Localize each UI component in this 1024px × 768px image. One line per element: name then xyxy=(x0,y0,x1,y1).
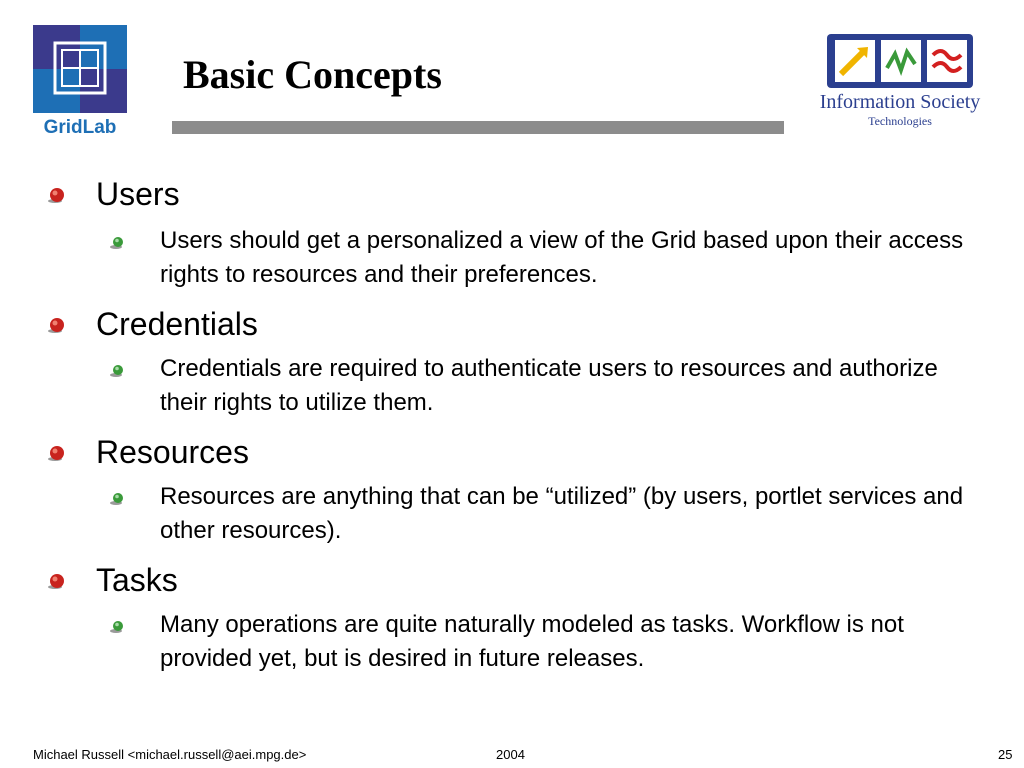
slide-title: Basic Concepts xyxy=(183,52,442,97)
footer-year: 2004 xyxy=(496,747,525,762)
gridlab-logo-text: GridLab xyxy=(43,117,117,137)
bullet-heading-credentials: Credentials xyxy=(96,306,258,342)
footer-author: Michael Russell <michael.russell@aei.mpg.de> xyxy=(33,747,307,762)
ist-line1: Information Society xyxy=(819,91,981,113)
bullet-sphere-icon xyxy=(47,571,67,591)
ist-line2: Technologies xyxy=(868,114,932,128)
bullet-detail-users: Users should get a personalized a view of the Grid based upon their access rights to resources and their preferences. xyxy=(160,227,964,288)
bullet-detail-resources: Resources are anything that can be “utilized” (by users, portlet services and other resources). xyxy=(160,483,964,544)
bullet-heading-resources: Resources xyxy=(96,434,249,470)
bullet-detail-credentials: Credentials are required to authenticate users to resources and authorize their rights to utilize them. xyxy=(160,355,938,416)
bullet-heading-tasks: Tasks xyxy=(96,562,178,598)
bullet-sphere-icon xyxy=(47,443,67,463)
sub-bullet-sphere-icon xyxy=(110,362,126,378)
bullet-heading-users: Users xyxy=(96,176,180,212)
footer-page-number: 25 xyxy=(998,747,1013,762)
sub-bullet-sphere-icon xyxy=(110,234,126,250)
bullet-sphere-icon xyxy=(47,185,67,205)
sub-bullet-sphere-icon xyxy=(110,490,126,506)
bullet-sphere-icon xyxy=(47,315,67,335)
sub-bullet-sphere-icon xyxy=(110,618,126,634)
bullet-detail-tasks: Many operations are quite naturally modeled as tasks. Workflow is not provided yet, but is desired in future releases. xyxy=(160,611,904,672)
